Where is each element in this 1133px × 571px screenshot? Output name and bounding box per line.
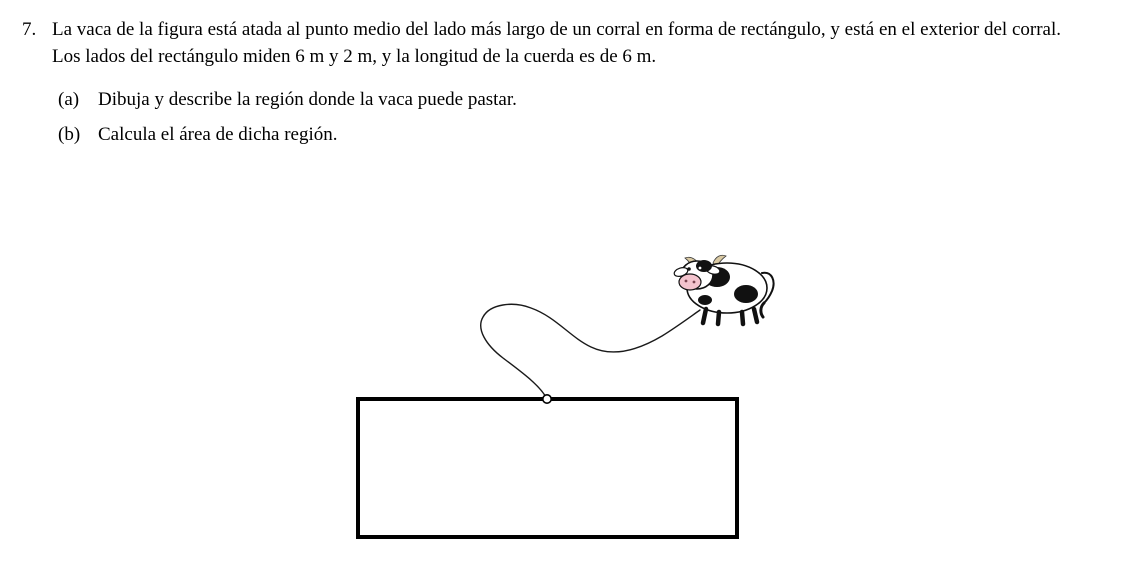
cow-spot-2 — [734, 285, 758, 303]
cow-tied-to-rectangular-corral — [0, 225, 1133, 571]
subpart-a — [58, 87, 1133, 113]
subpart-b-text: Calcula el área de dicha región. — [98, 124, 338, 145]
figure-area — [0, 225, 1133, 571]
cow-illustration — [673, 255, 773, 324]
subpart-b-label: (b) — [58, 124, 81, 145]
problem-row — [0, 0, 1133, 70]
cow-spot-3 — [698, 295, 712, 305]
anchor-point — [543, 395, 551, 403]
corral-rectangle — [358, 399, 737, 537]
subpart-a-label: (a) — [58, 89, 80, 110]
subparts-list — [0, 87, 1133, 148]
cow-eye-left — [687, 267, 691, 271]
subpart-a-text: Dibuja y describe la región donde la vaca puede pastar. — [98, 89, 517, 110]
cow-eye-right — [698, 266, 702, 270]
cow-head-spot — [696, 260, 712, 272]
cow-tail-tuft-icon — [761, 303, 764, 317]
exercise-block — [0, 0, 1133, 157]
problem-statement: La vaca de la figura está atada al punto medio del lado más largo de un corral en forma de rectángulo, y está en el exterior del corral. Los lados del rectángulo miden 6 m y 2 m, y la longitud de la cuerda es de 6 m. — [52, 19, 1061, 67]
subpart-b — [58, 122, 1133, 148]
cow-snout — [679, 274, 701, 290]
problem-number: 7. — [22, 19, 37, 40]
cow-nostril-right — [693, 281, 696, 284]
cow-leg-2 — [718, 312, 719, 324]
cow-leg-1 — [703, 309, 706, 323]
cow-nostril-left — [685, 280, 688, 283]
cow-leg-3 — [742, 312, 743, 324]
cow-leg-4 — [754, 309, 757, 322]
rope-curve — [481, 304, 700, 399]
